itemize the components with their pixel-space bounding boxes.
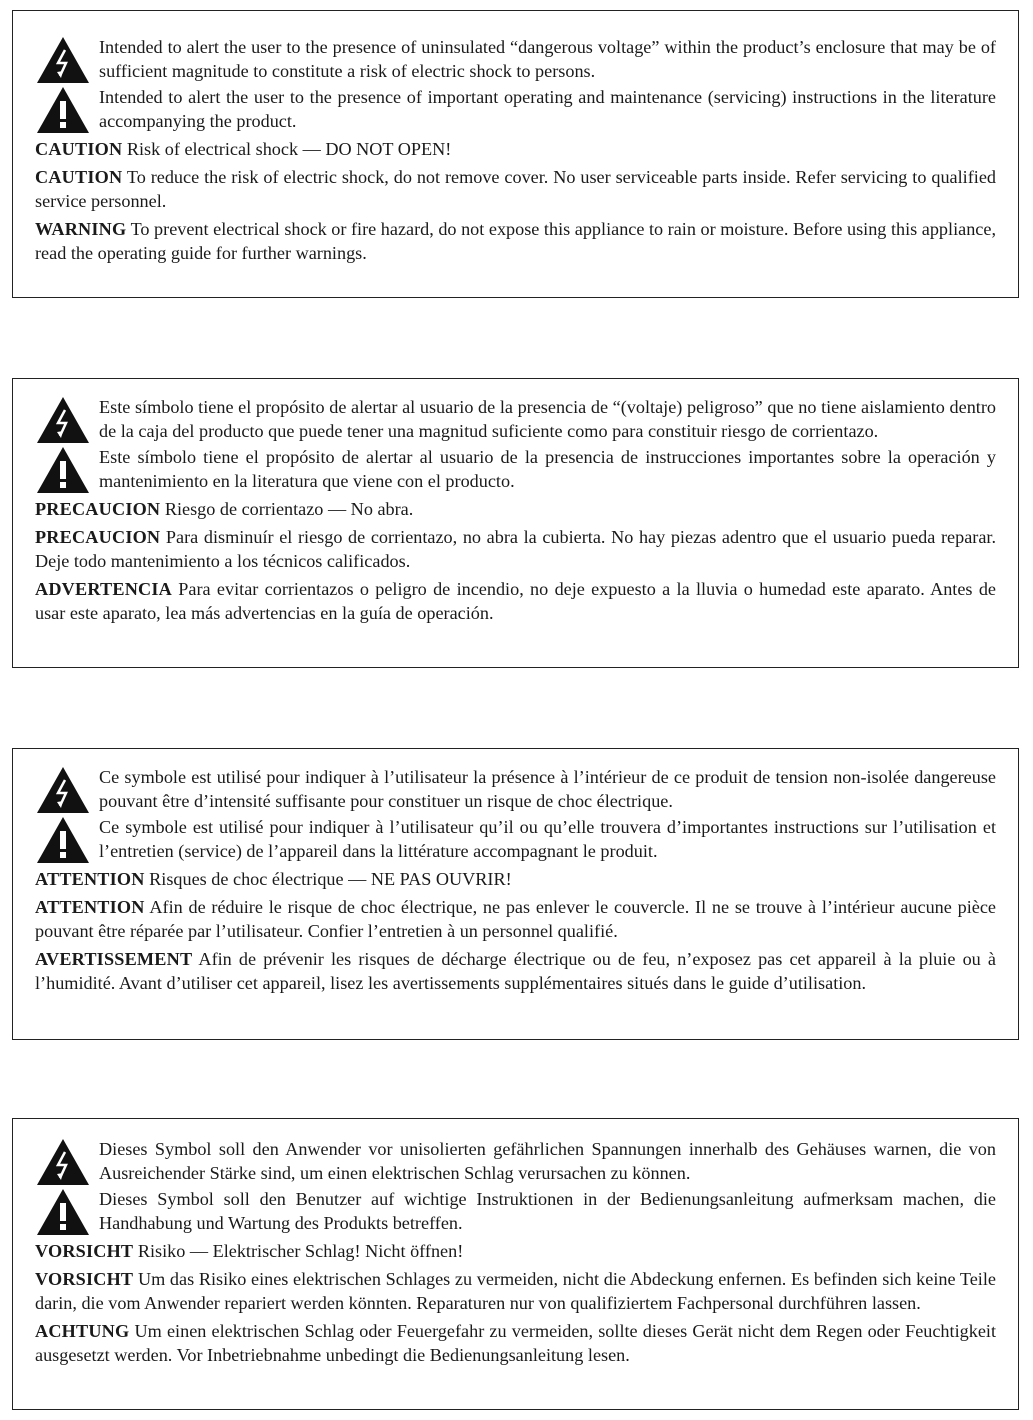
warning-text: To prevent electrical shock or fire hazard, do not expose this appliance to rain or moisture. Before using this appliance, read the operating guide for further warnings.: [35, 219, 996, 263]
exclamation-triangle-icon: [35, 85, 99, 133]
warning-paragraph: [35, 947, 996, 995]
caution-label: VORSICHT: [35, 1269, 134, 1289]
caution-text: Um das Risiko eines elektrischen Schlages zu vermeiden, nicht die Abdeckung enfernen. Es befinden sich keine Teile darin, die vom Anwender repariert werden könnten. Reparaturen nur von qualifiziertem Fachpersonal durchführen lassen.: [35, 1269, 996, 1313]
caution-text: To reduce the risk of electric shock, do not remove cover. No user serviceable parts inside. Refer servicing to qualified service personnel.: [35, 167, 996, 211]
caution-paragraph: [35, 895, 996, 943]
lightning-triangle-icon: [35, 1137, 99, 1185]
caution-label: VORSICHT: [35, 1241, 134, 1261]
warning-label: ACHTUNG: [35, 1321, 130, 1341]
caution-label: ATTENTION: [35, 897, 145, 917]
exclamation-symbol-text: Intended to alert the user to the presence of important operating and maintenance (servicing) instructions in the literature accompanying the product.: [99, 87, 996, 131]
warning-paragraph: [35, 217, 996, 265]
caution-line: [35, 1239, 996, 1263]
exclamation-triangle-icon: [35, 445, 99, 493]
warning-text: Afin de prévenir les risques de décharge électrique ou de feu, n’exposez pas cet appareil à la pluie ou à l’humidité. Avant d’utiliser cet appareil, lisez les avertissements supplémentaires situés dans le guide d’utilisation.: [35, 949, 996, 993]
warning-label: ADVERTENCIA: [35, 579, 172, 599]
lightning-triangle-icon: [35, 395, 99, 443]
lightning-triangle-icon: [35, 35, 99, 83]
lightning-triangle-icon: [35, 765, 99, 813]
shock-symbol-row: [35, 395, 996, 443]
shock-symbol-text: Ce symbole est utilisé pour indiquer à l’utilisateur la présence à l’intérieur de ce produit de tension non-isolée dangereuse pouvant être d’intensité suffisante pour constituer un risque de choc électrique.: [99, 767, 996, 811]
shock-symbol-text: Intended to alert the user to the presence of uninsulated “dangerous voltage” within the product’s enclosure that may be of sufficient magnitude to constitute a risk of electric shock to persons.: [99, 37, 996, 81]
caution-text: Afin de réduire le risque de choc électrique, ne pas enlever le couvercle. Il ne se trouve à l’intérieur aucune pièce pouvant être réparée par l’utilisateur. Confier l’entretien à un personnel qualifié.: [35, 897, 996, 941]
caution-paragraph: [35, 165, 996, 213]
caution-label: CAUTION: [35, 167, 123, 187]
exclamation-symbol-text: Dieses Symbol soll den Benutzer auf wichtige Instruktionen in der Bedienungsanleitung aufmerksam machen, die Handhabung und Wartung des Produkts betreffen.: [99, 1189, 996, 1233]
caution-label: PRECAUCION: [35, 499, 161, 519]
shock-symbol-text: Este símbolo tiene el propósito de alertar al usuario de la presencia de “(voltaje) peligroso” que no tiene aislamiento dentro de la caja del producto que puede tener una magnitud suficiente como para constituir riesgo de corrientazo.: [99, 397, 996, 441]
caution-text: Riesgo de corrientazo — No abra.: [160, 499, 414, 519]
caution-text: Para disminuír el riesgo de corrientazo, no abra la cubierta. No hay piezas adentro que el usuario pueda reparar. Deje todo mantenimiento a los técnicos calificados.: [35, 527, 996, 571]
exclamation-symbol-text: Este símbolo tiene el propósito de alertar al usuario de la presencia de instrucciones importantes sobre la operación y mantenimiento en la literatura que viene con el producto.: [99, 447, 996, 491]
safety-box-french: [12, 748, 1019, 1040]
safety-box-german: [12, 1118, 1019, 1410]
caution-paragraph: [35, 1267, 996, 1315]
warning-text: Para evitar corrientazos o peligro de incendio, no deje expuesto a la lluvia o humedad este aparato. Antes de usar este aparato, lea más advertencias en la guía de operación.: [35, 579, 996, 623]
warning-label: AVERTISSEMENT: [35, 949, 193, 969]
exclamation-symbol-row: [35, 1187, 996, 1235]
caution-line: [35, 867, 996, 891]
warning-text: Um einen elektrischen Schlag oder Feuergefahr zu vermeiden, sollte dieses Gerät nicht dem Regen oder Feuchtigkeit ausgesetzt werden. Vor Inbetriebnahme unbedingt die Bedienungsanleitung lesen.: [35, 1321, 996, 1365]
exclamation-symbol-row: [35, 85, 996, 133]
exclamation-symbol-text: Ce symbole est utilisé pour indiquer à l’utilisateur qu’il ou qu’elle trouvera d’importantes instructions sur l’utilisation et l’entretien (service) de l’appareil dans la littérature accompagnant le produit.: [99, 817, 996, 861]
caution-text: Risques de choc électrique — NE PAS OUVRIR!: [144, 869, 512, 889]
exclamation-symbol-row: [35, 815, 996, 863]
caution-line: [35, 497, 996, 521]
warning-label: WARNING: [35, 219, 127, 239]
caution-label: CAUTION: [35, 139, 123, 159]
warning-paragraph: [35, 577, 996, 625]
caution-paragraph: [35, 525, 996, 573]
exclamation-symbol-row: [35, 445, 996, 493]
warning-paragraph: [35, 1319, 996, 1367]
caution-label: PRECAUCION: [35, 527, 161, 547]
shock-symbol-row: [35, 1137, 996, 1185]
exclamation-triangle-icon: [35, 815, 99, 863]
shock-symbol-text: Dieses Symbol soll den Anwender vor unisolierten gefährlichen Spannungen innerhalb des Gehäuses warnen, die von Ausreichender Stärke sind, um einen elektrischen Schlag verursachen zu können.: [99, 1139, 996, 1183]
caution-text: Risk of electrical shock — DO NOT OPEN!: [122, 139, 452, 159]
caution-line: [35, 137, 996, 161]
shock-symbol-row: [35, 765, 996, 813]
caution-label: ATTENTION: [35, 869, 145, 889]
caution-text: Risiko — Elektrischer Schlag! Nicht öffnen!: [133, 1241, 464, 1261]
safety-box-spanish: [12, 378, 1019, 668]
safety-box-english: [12, 10, 1019, 298]
exclamation-triangle-icon: [35, 1187, 99, 1235]
shock-symbol-row: [35, 35, 996, 83]
